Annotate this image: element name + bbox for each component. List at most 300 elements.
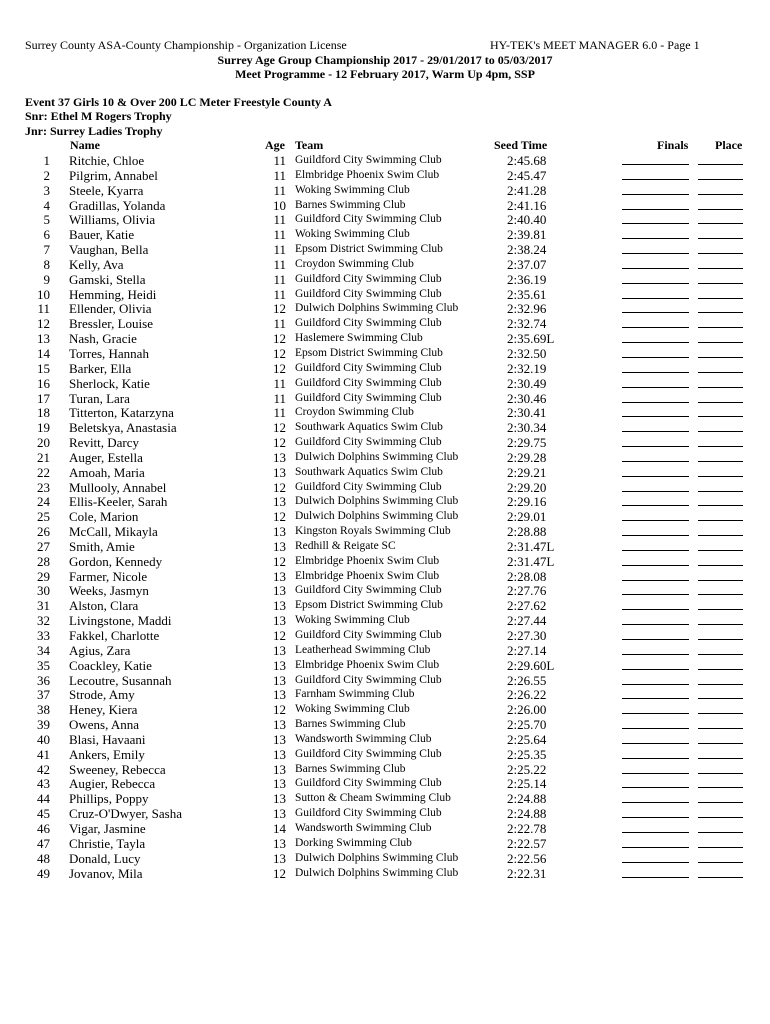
swimmer-team: Guildford City Swimming Club [295,777,442,790]
table-row [0,227,770,242]
event-title: Event 37 Girls 10 & Over 200 LC Meter Freestyle County A [25,95,332,109]
seed-time: 2:32.19 [507,360,547,376]
table-row [0,420,770,435]
finals-blank-line [622,301,689,313]
swimmer-team: Dulwich Dolphins Swimming Club [295,450,459,463]
swimmer-name: Vigar, Jasmine [69,820,146,836]
swimmer-age: 12 [273,553,286,569]
seed-time: 2:29.60L [507,657,555,673]
swimmer-age: 11 [273,405,286,421]
table-row [0,717,770,732]
seed-time: 2:36.19 [507,271,547,287]
swimmer-age: 12 [273,702,286,718]
swimmer-name: Fakkel, Charlotte [69,628,160,643]
header-organization: Surrey County ASA-County Championship - Organization License [25,38,347,52]
swimmer-name: Agius, Zara [69,642,131,658]
place-blank-line [698,153,743,165]
table-row [0,153,770,168]
swimmer-name: Amoah, Maria [69,464,145,480]
entry-number: 1 [43,153,50,168]
seed-time: 2:30.34 [507,420,547,436]
place-blank-line [698,658,743,670]
swimmer-team: Barnes Swimming Club [295,718,406,731]
swimmer-age: 11 [273,286,286,302]
seed-time: 2:30.41 [507,405,547,421]
place-blank-line [698,628,743,640]
swimmer-team: Guildford City Swimming Club [295,376,442,389]
seed-time: 2:28.88 [507,524,547,540]
table-row [0,198,770,213]
swimmer-team: Dorking Swimming Club [295,836,412,849]
swimmer-name: Alston, Clara [69,598,139,614]
swimmer-age: 13 [273,806,286,822]
finals-blank-line [622,361,689,373]
finals-blank-line [622,821,689,833]
event-senior-trophy: Snr: Ethel M Rogers Trophy [25,109,172,123]
swimmer-age: 12 [273,345,286,361]
swimmer-team: Wandsworth Swimming Club [295,732,432,745]
swimmer-age: 13 [273,598,286,614]
finals-blank-line [622,272,689,284]
swimmer-name: Christie, Tayla [69,835,146,851]
swimmer-name: Sweeney, Rebecca [69,761,166,777]
swimmer-team: Guildford City Swimming Club [295,272,442,285]
table-row [0,851,770,866]
swimmer-team: Elmbridge Phoenix Swim Club [295,554,440,567]
seed-time: 2:29.21 [507,464,547,480]
swimmer-team: Croydon Swimming Club [295,406,414,419]
swimmer-name: Jovanov, Mila [69,865,143,881]
swimmer-team: Dulwich Dolphins Swimming Club [295,302,459,315]
swimmer-age: 11 [273,242,286,258]
seed-time: 2:26.22 [507,687,547,703]
seed-time: 2:45.47 [507,167,547,183]
place-blank-line [698,509,743,521]
entry-number: 17 [37,390,50,406]
table-row [0,539,770,554]
swimmer-age: 12 [273,628,286,643]
place-blank-line [698,450,743,462]
swimmer-name: Blasi, Havaani [69,731,146,747]
swimmer-age: 11 [273,390,286,406]
table-row [0,628,770,643]
entry-list [0,153,770,880]
entry-number: 10 [37,286,50,302]
entry-number: 3 [43,182,50,198]
swimmer-age: 12 [273,420,286,436]
place-blank-line [698,435,743,447]
place-blank-line [698,301,743,313]
seed-time: 2:25.22 [507,761,547,777]
place-blank-line [698,316,743,328]
swimmer-name: Gamski, Stella [69,271,146,287]
swimmer-team: Guildford City Swimming Club [295,154,442,166]
swimmer-team: Epsom District Swimming Club [295,599,443,612]
entry-number: 16 [37,375,50,391]
entry-number: 35 [37,657,50,673]
place-blank-line [698,272,743,284]
swimmer-name: Ellender, Olivia [69,301,152,317]
entry-number: 46 [37,820,50,836]
swimmer-name: Sherlock, Katie [69,375,150,391]
finals-blank-line [622,539,689,551]
swimmer-name: Torres, Hannah [69,345,149,361]
table-row [0,480,770,495]
place-blank-line [698,242,743,254]
entry-number: 25 [37,509,50,525]
seed-time: 2:29.16 [507,494,547,510]
finals-blank-line [622,287,689,299]
entry-number: 4 [43,197,50,213]
entry-number: 38 [37,702,50,718]
table-row [0,391,770,406]
swimmer-name: Auger, Estella [69,449,143,465]
entry-number: 34 [37,642,50,658]
entry-number: 23 [37,479,50,495]
table-row [0,776,770,791]
table-row [0,836,770,851]
seed-time: 2:26.00 [507,702,547,718]
entry-number: 36 [37,672,50,688]
swimmer-team: Epsom District Swimming Club [295,243,443,256]
swimmer-age: 11 [273,227,286,243]
finals-blank-line [622,346,689,358]
finals-blank-line [622,524,689,536]
entry-number: 47 [37,835,50,851]
swimmer-name: Donald, Lucy [69,850,141,866]
finals-blank-line [622,554,689,566]
swimmer-team: Barnes Swimming Club [295,762,406,775]
entry-number: 33 [37,628,50,643]
swimmer-name: Mullooly, Annabel [69,479,167,495]
swimmer-age: 13 [273,791,286,807]
seed-time: 2:22.57 [507,835,547,851]
place-blank-line [698,212,743,224]
finals-blank-line [622,643,689,655]
swimmer-name: Augier, Rebecca [69,776,156,792]
swimmer-age: 11 [273,256,286,272]
table-row [0,821,770,836]
entry-number: 21 [37,449,50,465]
place-blank-line [698,747,743,759]
swimmer-team: Dulwich Dolphins Swimming Club [295,495,459,508]
place-blank-line [698,598,743,610]
table-row [0,747,770,762]
entry-number: 5 [43,212,50,228]
swimmer-name: Ritchie, Chloe [69,153,145,168]
swimmer-age: 11 [273,182,286,198]
place-blank-line [698,480,743,492]
swimmer-team: Sutton & Cheam Swimming Club [295,792,451,805]
seed-time: 2:32.96 [507,301,547,317]
table-row [0,405,770,420]
swimmer-team: Guildford City Swimming Club [295,584,442,597]
swimmer-age: 13 [273,657,286,673]
table-row [0,257,770,272]
column-header-finals: Finals [657,138,689,152]
swimmer-name: Coackley, Katie [69,657,152,673]
swimmer-age: 12 [273,331,286,347]
swimmer-name: Pilgrim, Annabel [69,167,158,183]
entry-number: 31 [37,598,50,614]
seed-time: 2:29.20 [507,479,547,495]
swimmer-team: Guildford City Swimming Club [295,317,442,330]
swimmer-name: Smith, Amie [69,538,135,554]
column-header-name: Name [70,138,100,152]
finals-blank-line [622,673,689,685]
swimmer-age: 13 [273,583,286,599]
entry-number: 48 [37,850,50,866]
finals-blank-line [622,806,689,818]
finals-blank-line [622,851,689,863]
swimmer-team: Guildford City Swimming Club [295,480,442,493]
table-row [0,346,770,361]
entry-number: 29 [37,568,50,584]
swimmer-team: Haslemere Swimming Club [295,332,423,345]
swimmer-team: Woking Swimming Club [295,614,410,627]
finals-blank-line [622,450,689,462]
entry-number: 20 [37,435,50,451]
swimmer-name: Barker, Ella [69,360,132,376]
place-blank-line [698,673,743,685]
finals-blank-line [622,776,689,788]
place-blank-line [698,643,743,655]
finals-blank-line [622,613,689,625]
swimmer-team: Guildford City Swimming Club [295,673,442,686]
swimmer-name: Kelly, Ava [69,256,124,272]
table-row [0,702,770,717]
place-blank-line [698,732,743,744]
swimmer-age: 13 [273,449,286,465]
swimmer-age: 13 [273,464,286,480]
seed-time: 2:38.24 [507,242,547,258]
entry-number: 45 [37,806,50,822]
place-blank-line [698,361,743,373]
swimmer-age: 13 [273,850,286,866]
swimmer-name: Livingstone, Maddi [69,613,172,629]
swimmer-team: Elmbridge Phoenix Swim Club [295,569,440,582]
seed-time: 2:31.47L [507,538,555,554]
seed-time: 2:45.68 [507,153,547,168]
finals-blank-line [622,628,689,640]
place-blank-line [698,376,743,388]
swimmer-team: Elmbridge Phoenix Swim Club [295,168,440,181]
swimmer-team: Dulwich Dolphins Swimming Club [295,510,459,523]
finals-blank-line [622,376,689,388]
seed-time: 2:24.88 [507,806,547,822]
place-blank-line [698,762,743,774]
finals-blank-line [622,153,689,165]
swimmer-team: Guildford City Swimming Club [295,361,442,374]
seed-time: 2:27.44 [507,613,547,629]
swimmer-team: Redhill & Reigate SC [295,539,396,552]
table-row [0,465,770,480]
entry-number: 26 [37,524,50,540]
seed-time: 2:25.14 [507,776,547,792]
swimmer-age: 13 [273,776,286,792]
table-row [0,242,770,257]
place-blank-line [698,776,743,788]
seed-time: 2:24.88 [507,791,547,807]
swimmer-age: 13 [273,568,286,584]
swimmer-age: 13 [273,761,286,777]
table-row [0,435,770,450]
finals-blank-line [622,420,689,432]
table-row [0,732,770,747]
swimmer-name: Phillips, Poppy [69,791,149,807]
seed-time: 2:27.62 [507,598,547,614]
entry-number: 39 [37,717,50,733]
seed-time: 2:25.70 [507,717,547,733]
swimmer-team: Guildford City Swimming Club [295,629,442,641]
table-row [0,806,770,821]
swimmer-team: Kingston Royals Swimming Club [295,525,451,538]
table-row [0,509,770,524]
table-row [0,524,770,539]
swimmer-team: Leatherhead Swimming Club [295,643,431,656]
finals-blank-line [622,435,689,447]
swimmer-team: Barnes Swimming Club [295,198,406,211]
swimmer-team: Elmbridge Phoenix Swim Club [295,658,440,671]
table-row [0,272,770,287]
place-blank-line [698,806,743,818]
swimmer-team: Woking Swimming Club [295,228,410,241]
swimmer-age: 11 [273,153,286,168]
table-row [0,791,770,806]
seed-time: 2:29.75 [507,435,547,451]
swimmer-team: Southwark Aquatics Swim Club [295,421,443,434]
swimmer-team: Dulwich Dolphins Swimming Club [295,866,459,879]
swimmer-age: 13 [273,642,286,658]
table-row [0,316,770,331]
place-blank-line [698,613,743,625]
table-row [0,331,770,346]
swimmer-age: 11 [273,212,286,228]
seed-time: 2:29.28 [507,449,547,465]
entry-number: 18 [37,405,50,421]
seed-time: 2:27.30 [507,628,547,643]
swimmer-name: Steele, Kyarra [69,182,144,198]
swimmer-team: Guildford City Swimming Club [295,747,442,760]
seed-time: 2:40.40 [507,212,547,228]
entry-number: 43 [37,776,50,792]
table-row [0,376,770,391]
swimmer-age: 13 [273,687,286,703]
swimmer-age: 12 [273,865,286,881]
seed-time: 2:22.56 [507,850,547,866]
swimmer-team: Epsom District Swimming Club [295,346,443,359]
swimmer-name: Turan, Lara [69,390,130,406]
place-blank-line [698,405,743,417]
table-row [0,287,770,302]
swimmer-name: Ellis-Keeler, Sarah [69,494,168,510]
table-row [0,762,770,777]
swimmer-age: 13 [273,538,286,554]
swimmer-age: 13 [273,613,286,629]
swimmer-team: Guildford City Swimming Club [295,807,442,820]
swimmer-name: Lecoutre, Susannah [69,672,172,688]
place-blank-line [698,539,743,551]
swimmer-name: Farmer, Nicole [69,568,148,584]
place-blank-line [698,791,743,803]
swimmer-name: Nash, Gracie [69,331,137,347]
seed-time: 2:27.76 [507,583,547,599]
table-row [0,598,770,613]
entry-number: 28 [37,553,50,569]
seed-time: 2:39.81 [507,227,547,243]
finals-blank-line [622,598,689,610]
event-junior-trophy: Jnr: Surrey Ladies Trophy [25,124,163,138]
entry-number: 49 [37,865,50,881]
swimmer-age: 12 [273,301,286,317]
swimmer-age: 10 [273,197,286,213]
swimmer-name: Bauer, Katie [69,227,135,243]
place-blank-line [698,851,743,863]
finals-blank-line [622,212,689,224]
entry-number: 13 [37,331,50,347]
swimmer-name: Titterton, Katarzyna [69,405,174,421]
finals-blank-line [622,227,689,239]
entry-number: 27 [37,538,50,554]
column-header-seed-time: Seed Time [494,138,548,152]
table-row [0,361,770,376]
table-row [0,613,770,628]
seed-time: 2:28.08 [507,568,547,584]
swimmer-name: Revitt, Darcy [69,435,140,451]
finals-blank-line [622,331,689,343]
swimmer-team: Guildford City Swimming Club [295,436,442,449]
swimmer-age: 13 [273,494,286,510]
entry-number: 44 [37,791,50,807]
place-blank-line [698,391,743,403]
swimmer-age: 12 [273,479,286,495]
swimmer-age: 11 [273,375,286,391]
table-row [0,183,770,198]
swimmer-age: 12 [273,435,286,451]
seed-time: 2:35.69L [507,331,555,347]
place-blank-line [698,465,743,477]
entry-number: 32 [37,613,50,629]
finals-blank-line [622,836,689,848]
place-blank-line [698,569,743,581]
swimmer-team: Guildford City Swimming Club [295,213,442,226]
finals-blank-line [622,257,689,269]
swimmer-age: 13 [273,731,286,747]
seed-time: 2:32.50 [507,345,547,361]
finals-blank-line [622,583,689,595]
finals-blank-line [622,168,689,180]
swimmer-name: Beletskya, Anastasia [69,420,177,436]
entry-number: 7 [43,242,50,258]
column-header-age: Age [265,138,285,152]
swimmer-name: Hemming, Heidi [69,286,157,302]
place-blank-line [698,836,743,848]
seed-time: 2:29.01 [507,509,547,525]
swimmer-age: 13 [273,672,286,688]
finals-blank-line [622,791,689,803]
swimmer-name: Weeks, Jasmyn [69,583,149,599]
place-blank-line [698,717,743,729]
swimmer-team: Guildford City Swimming Club [295,287,442,300]
seed-time: 2:37.07 [507,256,547,272]
finals-blank-line [622,480,689,492]
seed-time: 2:27.14 [507,642,547,658]
finals-blank-line [622,762,689,774]
seed-time: 2:30.49 [507,375,547,391]
entry-number: 30 [37,583,50,599]
swimmer-team: Wandsworth Swimming Club [295,821,432,834]
swimmer-team: Farnham Swimming Club [295,688,415,701]
